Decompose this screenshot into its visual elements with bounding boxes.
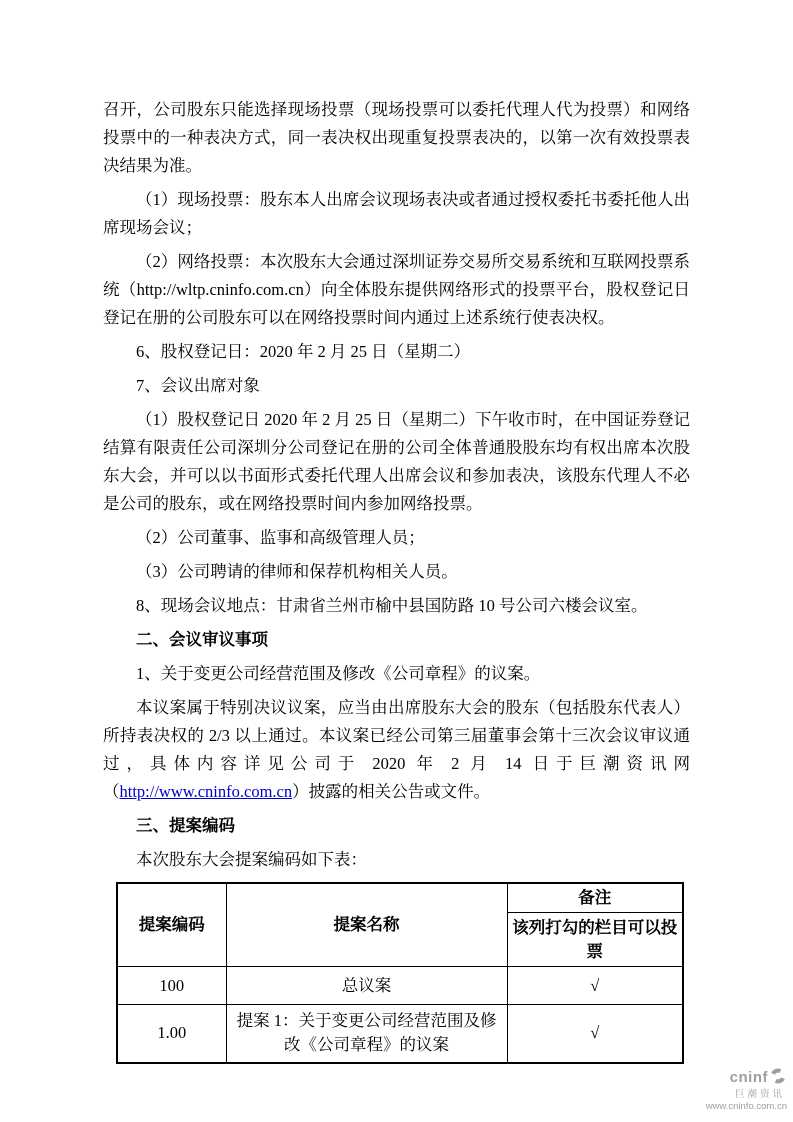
- cell-proposal-name: 提案 1：关于变更公司经营范围及修改《公司章程》的议案: [226, 1005, 507, 1063]
- cell-proposal-code: 1.00: [117, 1005, 226, 1063]
- col-header-remark-note: 该列打勾的栏目可以投票: [507, 913, 683, 967]
- cninfo-chinese-name: 巨潮资讯: [734, 1090, 785, 1101]
- cninfo-brand-text: cninf: [729, 1068, 768, 1086]
- cninfo-swirl-icon: [769, 1067, 787, 1090]
- paragraph-attendees-directors: （2）公司董事、监事和高级管理人员；: [136, 528, 425, 547]
- cell-vote-checkmark: √: [507, 1005, 683, 1063]
- paragraph-special-resolution: [103, 694, 690, 806]
- cell-proposal-code: 100: [117, 967, 226, 1005]
- table-row: [117, 1005, 683, 1063]
- section-heading-proposal-codes: 三、提案编码: [136, 816, 235, 835]
- paragraph-text-post: ）披露的相关公告或文件。: [292, 782, 491, 801]
- paragraph-online-voting: （2）网络投票：本次股东大会通过深圳证券交易所交易系统和互联网投票系统（http://wltp.cninfo.com.cn）向全体股东提供网络形式的投票平台，股权登记日登记在册的公司股东可以在网络投票时间内通过上述系统行使表决权。: [103, 252, 690, 327]
- table-row: [117, 967, 683, 1005]
- paragraph-proposal-1: 1、关于变更公司经营范围及修改《公司章程》的议案。: [136, 664, 541, 683]
- paragraph-onsite-voting: （1）现场投票：股东本人出席会议现场表决或者通过授权委托书委托他人出席现场会议；: [103, 190, 690, 237]
- col-header-proposal-code: 提案编码: [117, 883, 226, 967]
- col-header-proposal-name: 提案名称: [226, 883, 507, 967]
- paragraph-text-pre: 本议案属于特别决议议案，应当由出席股东大会的股东（包括股东代表人）所持表决权的 2/3 以上通过。本议案已经公司第三届董事会第十三次会议审议通过，具体内容详见公司于 2020 年 2 月 14 日于巨潮资讯网（: [103, 698, 691, 801]
- cninfo-website-link[interactable]: http://www.cninfo.com.cn: [119, 782, 293, 801]
- paragraph-attendees-title: 7、会议出席对象: [136, 376, 260, 395]
- paragraph-record-date: 6、股权登记日：2020 年 2 月 25 日（星期二）: [136, 342, 471, 361]
- col-header-remark: 备注: [507, 883, 683, 913]
- document-body: [103, 96, 690, 1064]
- paragraph-attendees-lawyers: （3）公司聘请的律师和保荐机构相关人员。: [136, 562, 458, 581]
- paragraph-table-intro: 本次股东大会提案编码如下表：: [136, 850, 367, 869]
- cninfo-logo-top: [706, 1067, 787, 1090]
- cell-proposal-name: 总议案: [226, 967, 507, 1005]
- section-heading-review-matters: 二、会议审议事项: [136, 630, 268, 649]
- paragraph-attendees-shareholders: （1）股权登记日 2020 年 2 月 25 日（星期二）下午收市时，在中国证券登记结算有限责任公司深圳分公司登记在册的公司全体普通股股东均有权出席本次股东大会，并可以以书面形式委托代理人出席会议和参加表决，该股东代理人不必是公司的股东，或在网络投票时间内参加网络投票。: [103, 410, 690, 513]
- table-header-row: [117, 883, 683, 913]
- proposal-code-table: [116, 882, 684, 1064]
- paragraph-voting-method: 召开，公司股东只能选择现场投票（现场投票可以委托代理人代为投票）和网络投票中的一种表决方式，同一表决权出现重复投票表决的，以第一次有效投票表决结果为准。: [103, 100, 690, 175]
- cninfo-logo: [706, 1067, 787, 1112]
- paragraph-meeting-location: 8、现场会议地点：甘肃省兰州市榆中县国防路 10 号公司六楼会议室。: [136, 596, 648, 615]
- cninfo-url: www.cninfo.com.cn: [705, 1100, 787, 1112]
- cell-vote-checkmark: √: [507, 967, 683, 1005]
